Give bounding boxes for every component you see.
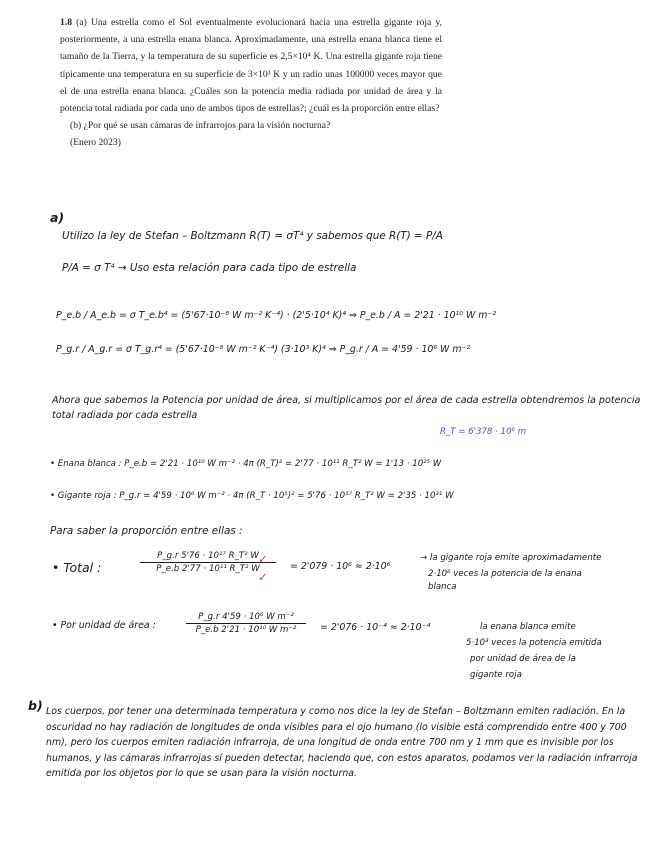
area-note-line-2: 5·10³ veces la potencia emitida — [466, 638, 602, 648]
problem-date: (Enero 2023) — [70, 137, 121, 149]
fraction-bar — [186, 623, 306, 624]
total-numerator: P_g.r 5'76 · 10¹⁷ R_T² W — [157, 551, 259, 561]
total-red-giant: • Gigante roja : P_g.r = 4'59 · 10⁶ W m⁻² · 4π (R_T · 10⁵)² = 5'76 · 10¹⁷ R_T² W = 2'35 · 10³¹ W — [50, 491, 454, 501]
label-part-a: a) — [50, 210, 65, 225]
intro-line-2: P/A = σ T⁴ → Uso esta relación para cada tipo de estrella — [62, 262, 357, 274]
equation-red-giant: P_g.r / A_g.r = σ T_g.r⁴ = (5'67·10⁻⁸ W m⁻² K⁻⁴) (3·10³ K)⁴ ⇒ P_g.r / A = 4'59 · 10⁶ W m⁻² — [56, 344, 471, 355]
total-denominator: P_e.b 2'77 · 10¹¹ R_T² W — [156, 564, 260, 575]
total-label: • Total : — [52, 560, 102, 575]
paragraph-area: Ahora que sabemos la Potencia por unidad de área, si multiplicamos por el área de cada estrella obtendremos la potencia total radiada por cada estrella — [52, 395, 641, 422]
total-note-line-3: blanca — [428, 582, 457, 592]
cancel-check-mark: ✓ — [258, 570, 268, 584]
area-note-line-3: por unidad de área de la — [470, 654, 576, 664]
part-b-answer: Los cuerpos, por tener una determinada temperatura y como nos dice la ley de Stefan – Boltzmann emiten radiación. En la oscuridad no hay radiación de longitudes de onda visibles para el ojo humano (lo visible está comprendido entre 400 y 700 nm), pero los cuerpos emiten radiación infrarroja, de una longitud de onda entre 700 nm y 1 mm que es invisible por los humanos, y las cámaras infrarrojas sí pueden detectar, haciendo que, con estos aparatos, podamos ver la radiación infrarroja emitida por los objetos por lo que se usan para la visión nocturna. — [46, 706, 638, 780]
fraction-bar — [140, 562, 276, 563]
equation-white-dwarf: P_e.b / A_e.b = σ T_e.b⁴ = (5'67·10⁻⁸ W m⁻² K⁻⁴) · (2'5·10⁴ K)⁴ ⇒ P_e.b / A = 2'21 · 10¹⁰ W m⁻² — [56, 310, 497, 321]
problem-statement — [60, 14, 442, 152]
intro-line-1: Utilizo la ley de Stefan – Boltzmann R(T) = σT⁴ y sabemos que R(T) = P/A — [62, 230, 443, 242]
problem-part-b: (b) ¿Por qué se usan cámaras de infrarrojos para la visión nocturna? — [70, 120, 331, 132]
earth-radius-note: R_T = 6'378 · 10⁶ m — [440, 427, 527, 437]
total-note-line-1: → la gigante roja emite aproximadamente — [420, 553, 602, 563]
total-white-dwarf: • Enana blanca : P_e.b = 2'21 · 10¹⁰ W m⁻² · 4π (R_T)² = 2'77 · 10¹¹ R_T² W = 1'13 · 10²⁵ W — [50, 459, 442, 469]
label-part-b: b) — [28, 698, 43, 713]
area-result: = 2'076 · 10⁻⁴ ≈ 2·10⁻⁴ — [320, 622, 431, 633]
problem-part-a: (a) Una estrella como el Sol eventualmente evolucionará hacia una estrella gigante roja y, posteriormente, a una estrella enana blanca. Aproximadamente, una estrella enana blanca tiene el tamaño de la Tierra, y la temperatura de su superficie es 2,5×10⁴ K. Una estrella gigante roja tiene típicamente una temperatura en su superficie de 3×10³ K y un radio unas 100000 veces mayor que el de una estrella enana blanca. ¿Cuáles son la potencia media radiada por unidad de área y la potencia total radiada por cada uno de ambos tipos de estrellas?; ¿cuál es la proporción entre ellas? — [60, 17, 442, 115]
area-denominator: P_e.b 2'21 · 10¹⁰ W m⁻² — [195, 625, 297, 636]
area-fraction — [186, 612, 306, 635]
problem-number: 1.8 — [60, 17, 72, 28]
proportion-title: Para saber la proporción entre ellas : — [50, 525, 243, 537]
cancel-check-mark: ✓ — [258, 552, 268, 566]
total-fraction — [140, 551, 276, 574]
total-result: = 2'079 · 10⁶ ≈ 2·10⁶ — [290, 561, 391, 572]
total-note-line-2: 2·10⁶ veces la potencia de la enana — [428, 569, 582, 579]
area-numerator: P_g.r 4'59 · 10⁶ W m⁻² — [198, 612, 294, 622]
area-note-line-4: gigante roja — [470, 670, 522, 680]
area-note-line-1: la enana blanca emite — [480, 622, 576, 632]
area-label: • Por unidad de área : — [52, 620, 156, 631]
